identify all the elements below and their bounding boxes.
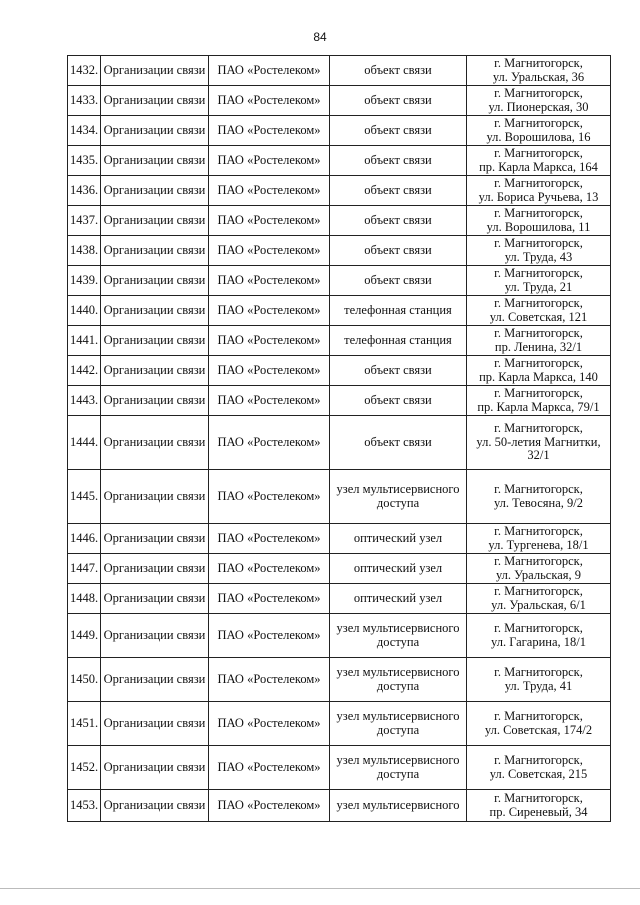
row-category: Организации связи: [101, 356, 209, 386]
row-address: [467, 658, 611, 702]
row-object-type: оптический узел: [330, 554, 467, 584]
row-number: 1452.: [68, 746, 101, 790]
row-number: 1439.: [68, 266, 101, 296]
table-row: [68, 584, 611, 614]
table-row: [68, 614, 611, 658]
row-category: Организации связи: [101, 116, 209, 146]
row-organization: ПАО «Ростелеком»: [209, 470, 330, 524]
row-object-type: объект связи: [330, 116, 467, 146]
row-object-type: объект связи: [330, 236, 467, 266]
row-organization: ПАО «Ростелеком»: [209, 386, 330, 416]
row-number: 1432.: [68, 56, 101, 86]
row-organization: ПАО «Ростелеком»: [209, 356, 330, 386]
row-address: [467, 116, 611, 146]
address-city: г. Магнитогорск,: [494, 421, 583, 436]
address-city: г. Магнитогорск,: [494, 266, 583, 280]
row-object-type: узел мультисервисного доступа: [330, 702, 467, 746]
address-city: г. Магнитогорск,: [494, 554, 583, 568]
row-organization: ПАО «Ростелеком»: [209, 584, 330, 614]
table-row: [68, 326, 611, 356]
row-category: Организации связи: [101, 266, 209, 296]
row-category: Организации связи: [101, 746, 209, 790]
table-row: [68, 56, 611, 86]
row-category: Организации связи: [101, 554, 209, 584]
row-number: 1433.: [68, 86, 101, 116]
row-number: 1440.: [68, 296, 101, 326]
row-number: 1438.: [68, 236, 101, 266]
address-street: пр. Карла Маркса, 79/1: [477, 399, 600, 414]
row-organization: ПАО «Ростелеком»: [209, 176, 330, 206]
table-row: [68, 206, 611, 236]
row-number: 1436.: [68, 176, 101, 206]
row-organization: ПАО «Ростелеком»: [209, 206, 330, 236]
page-number: 84: [313, 30, 327, 44]
row-category: Организации связи: [101, 86, 209, 116]
table-row: [68, 266, 611, 296]
address-city: г. Магнитогорск,: [494, 356, 583, 370]
row-number: 1450.: [68, 658, 101, 702]
address-street: ул. Тевосяна, 9/2: [493, 495, 584, 510]
row-number: 1443.: [68, 386, 101, 416]
row-object-type: объект связи: [330, 146, 467, 176]
row-address: [467, 56, 611, 86]
row-category: Организации связи: [101, 236, 209, 266]
row-object-type: объект связи: [330, 176, 467, 206]
address-city: г. Магнитогорск,: [494, 665, 583, 679]
table-row: [68, 702, 611, 746]
address-city: г. Магнитогорск,: [494, 146, 583, 160]
address-street: ул. Ворошилова, 16: [486, 129, 591, 144]
table-row: [68, 554, 611, 584]
address-city: г. Магнитогорск,: [494, 753, 583, 767]
row-category: Организации связи: [101, 658, 209, 702]
row-object-type: телефонная станция: [330, 296, 467, 326]
row-address: [467, 524, 611, 554]
row-organization: ПАО «Ростелеком»: [209, 658, 330, 702]
row-organization: ПАО «Ростелеком»: [209, 416, 330, 470]
table-row: [68, 386, 611, 416]
row-organization: ПАО «Ростелеком»: [209, 56, 330, 86]
row-address: [467, 146, 611, 176]
row-number: 1437.: [68, 206, 101, 236]
address-city: г. Магнитогорск,: [494, 116, 583, 130]
row-category: Организации связи: [101, 326, 209, 356]
address-city: г. Магнитогорск,: [494, 176, 583, 190]
row-object-type: оптический узел: [330, 584, 467, 614]
address-street: ул. 50-летия Магнитки, 32/1: [476, 434, 601, 463]
table-row: [68, 416, 611, 470]
address-city: г. Магнитогорск,: [494, 326, 583, 340]
row-object-type: объект связи: [330, 266, 467, 296]
address-city: г. Магнитогорск,: [494, 236, 583, 250]
row-number: 1447.: [68, 554, 101, 584]
address-city: г. Магнитогорск,: [494, 482, 583, 496]
row-object-type: узел мультисервисного: [330, 790, 467, 822]
row-object-type: объект связи: [330, 206, 467, 236]
row-organization: ПАО «Ростелеком»: [209, 266, 330, 296]
address-street: ул. Уральская, 6/1: [491, 597, 586, 612]
table-row: [68, 116, 611, 146]
row-object-type: узел мультисервисного доступа: [330, 658, 467, 702]
row-address: [467, 266, 611, 296]
address-street: пр. Сиреневый, 34: [489, 804, 588, 819]
row-category: Организации связи: [101, 386, 209, 416]
row-category: Организации связи: [101, 702, 209, 746]
address-street: ул. Советская, 174/2: [484, 722, 593, 737]
address-street: ул. Гагарина, 18/1: [491, 634, 586, 649]
row-organization: ПАО «Ростелеком»: [209, 614, 330, 658]
row-category: Организации связи: [101, 790, 209, 822]
row-number: 1451.: [68, 702, 101, 746]
address-street: ул. Советская, 121: [489, 309, 588, 324]
row-address: [467, 296, 611, 326]
registry-table-body: [68, 56, 611, 822]
row-category: Организации связи: [101, 296, 209, 326]
row-address: [467, 554, 611, 584]
row-address: [467, 176, 611, 206]
row-object-type: объект связи: [330, 386, 467, 416]
address-street: пр. Ленина, 32/1: [494, 339, 583, 354]
address-street: ул. Уральская, 36: [492, 69, 585, 84]
row-category: Организации связи: [101, 56, 209, 86]
row-number: 1442.: [68, 356, 101, 386]
row-object-type: оптический узел: [330, 524, 467, 554]
row-address: [467, 386, 611, 416]
address-street: ул. Бориса Ручьева, 13: [478, 189, 599, 204]
table-row: [68, 176, 611, 206]
address-city: г. Магнитогорск,: [494, 524, 583, 538]
table-row: [68, 146, 611, 176]
row-object-type: телефонная станция: [330, 326, 467, 356]
table-row: [68, 236, 611, 266]
row-number: 1444.: [68, 416, 101, 470]
row-organization: ПАО «Ростелеком»: [209, 86, 330, 116]
row-address: [467, 470, 611, 524]
row-address: [467, 790, 611, 822]
row-number: 1449.: [68, 614, 101, 658]
address-street: ул. Труда, 21: [504, 279, 573, 294]
address-city: г. Магнитогорск,: [494, 584, 583, 598]
row-object-type: объект связи: [330, 56, 467, 86]
address-street: ул. Уральская, 9: [495, 567, 582, 582]
row-address: [467, 236, 611, 266]
row-object-type: объект связи: [330, 416, 467, 470]
row-category: Организации связи: [101, 614, 209, 658]
row-object-type: объект связи: [330, 356, 467, 386]
row-category: Организации связи: [101, 146, 209, 176]
row-address: [467, 206, 611, 236]
row-number: 1453.: [68, 790, 101, 822]
row-number: 1434.: [68, 116, 101, 146]
row-object-type: узел мультисервисного доступа: [330, 614, 467, 658]
row-category: Организации связи: [101, 584, 209, 614]
address-street: пр. Карла Маркса, 164: [479, 159, 598, 174]
row-object-type: объект связи: [330, 86, 467, 116]
address-city: г. Магнитогорск,: [494, 709, 583, 723]
row-number: 1446.: [68, 524, 101, 554]
row-organization: ПАО «Ростелеком»: [209, 554, 330, 584]
address-city: г. Магнитогорск,: [494, 791, 583, 805]
row-organization: ПАО «Ростелеком»: [209, 236, 330, 266]
page-divider: [0, 888, 640, 889]
table-row: [68, 524, 611, 554]
address-street: ул. Пионерская, 30: [488, 99, 589, 114]
row-number: 1441.: [68, 326, 101, 356]
registry-table: [67, 55, 611, 822]
address-street: пр. Карла Маркса, 140: [479, 369, 598, 384]
row-category: Организации связи: [101, 206, 209, 236]
row-organization: ПАО «Ростелеком»: [209, 146, 330, 176]
row-address: [467, 584, 611, 614]
address-city: г. Магнитогорск,: [494, 206, 583, 220]
row-organization: ПАО «Ростелеком»: [209, 702, 330, 746]
row-address: [467, 356, 611, 386]
row-address: [467, 702, 611, 746]
row-number: 1448.: [68, 584, 101, 614]
table-row: [68, 470, 611, 524]
address-city: г. Магнитогорск,: [494, 296, 583, 310]
table-row: [68, 296, 611, 326]
table-row: [68, 86, 611, 116]
row-address: [467, 614, 611, 658]
address-city: г. Магнитогорск,: [494, 86, 583, 100]
address-street: ул. Ворошилова, 11: [486, 219, 591, 234]
row-category: Организации связи: [101, 416, 209, 470]
row-number: 1435.: [68, 146, 101, 176]
address-city: г. Магнитогорск,: [494, 56, 583, 70]
row-address: [467, 416, 611, 470]
address-city: г. Магнитогорск,: [494, 621, 583, 635]
row-organization: ПАО «Ростелеком»: [209, 326, 330, 356]
table-row: [68, 356, 611, 386]
row-category: Организации связи: [101, 524, 209, 554]
row-address: [467, 86, 611, 116]
row-address: [467, 746, 611, 790]
row-category: Организации связи: [101, 470, 209, 524]
row-object-type: узел мультисервисного доступа: [330, 746, 467, 790]
address-street: ул. Труда, 41: [504, 678, 573, 693]
row-organization: ПАО «Ростелеком»: [209, 296, 330, 326]
row-organization: ПАО «Ростелеком»: [209, 524, 330, 554]
row-organization: ПАО «Ростелеком»: [209, 790, 330, 822]
row-address: [467, 326, 611, 356]
table-row: [68, 746, 611, 790]
address-street: ул. Советская, 215: [489, 766, 588, 781]
row-category: Организации связи: [101, 176, 209, 206]
address-street: ул. Тургенева, 18/1: [488, 537, 589, 552]
row-organization: ПАО «Ростелеком»: [209, 746, 330, 790]
table-row: [68, 658, 611, 702]
address-city: г. Магнитогорск,: [494, 386, 583, 400]
row-object-type: узел мультисервисного доступа: [330, 470, 467, 524]
row-organization: ПАО «Ростелеком»: [209, 116, 330, 146]
row-number: 1445.: [68, 470, 101, 524]
table-row: [68, 790, 611, 822]
address-street: ул. Труда, 43: [504, 249, 573, 264]
